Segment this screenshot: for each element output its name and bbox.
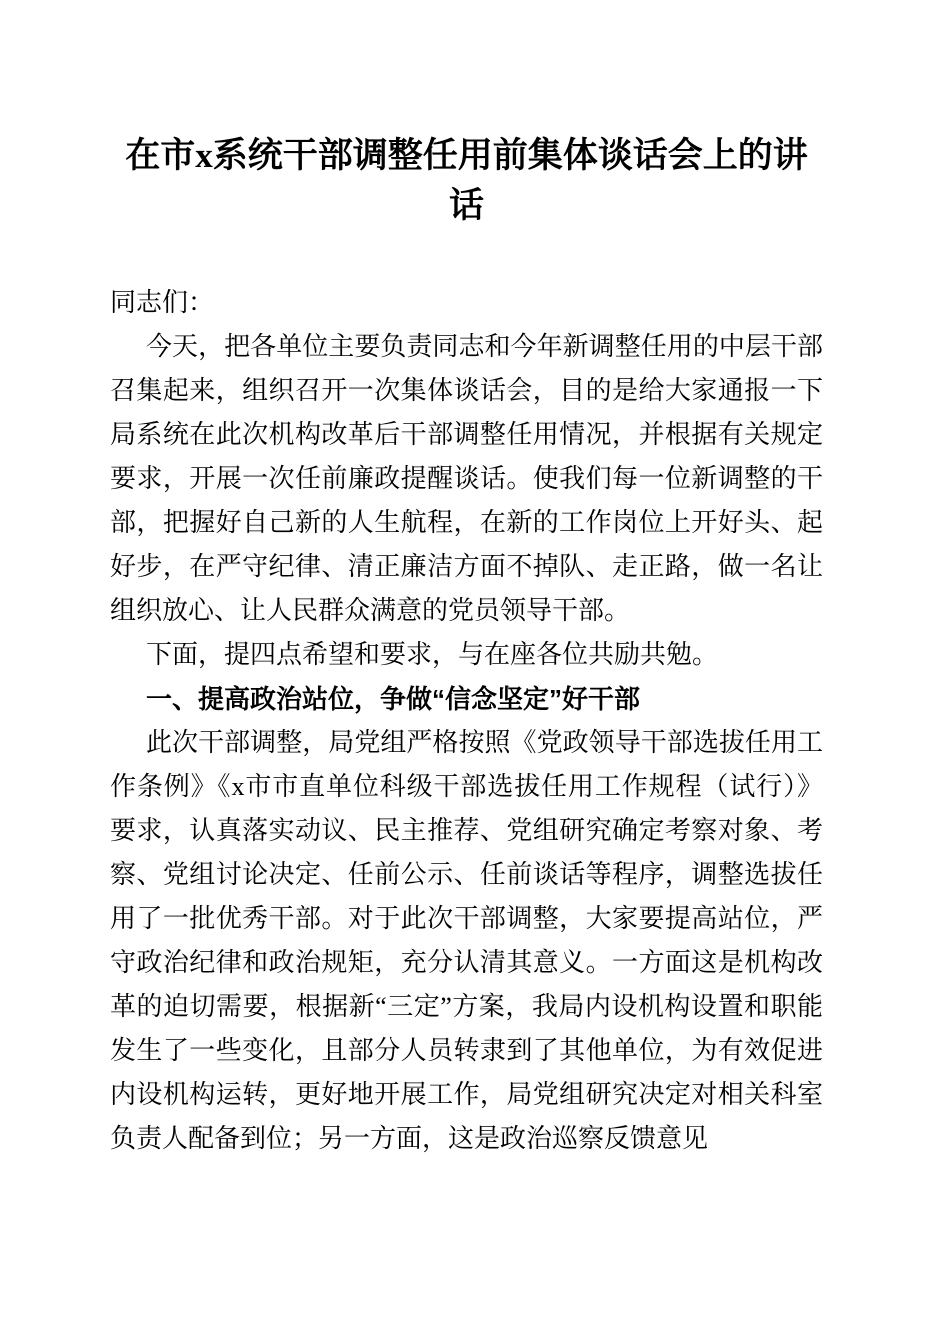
salutation: 同志们：	[110, 288, 215, 317]
document-title: 在市x系统干部调整任用前集体谈话会上的讲话	[125, 136, 808, 225]
content-column	[110, 0, 823, 1161]
document-body	[110, 281, 823, 1161]
section-heading: 一、提高政治站位，争做“信念坚定”好干部	[146, 684, 641, 714]
paragraph: 下面，提四点希望和要求，与在座各位共励共勉。	[146, 640, 719, 669]
paragraph: 今天，把各单位主要负责同志和今年新调整任用的中层干部召集起来，组织召开一次集体谈话会，目的是给大家通报一下局系统在此次机构改革后干部调整任用情况，并根据有关规定要求，开展一次任前廉政提醒谈话。使我们每一位新调整的干部，把握好自己新的人生航程，在新的工作岗位上开好头、起好步，在严守纪律、清正廉洁方面不掉队、走正路，做一名让组织放心、让人民群众满意的党员领导干部。	[110, 332, 823, 625]
paragraph: 此次干部调整，局党组严格按照《党政领导干部选拔任用工作条例》《x市市直单位科级干部选拔任用工作规程（试行）》要求，认真落实动议、民主推荐、党组研究确定考察对象、考察、党组讨论决定、任前公示、任前谈话等程序，调整选拔任用了一批优秀干部。对于此次干部调整，大家要提高站位，严守政治纪律和政治规矩，充分认清其意义。一方面这是机构改革的迫切需要，根据新“三定”方案，我局内设机构设置和职能发生了一些变化，且部分人员转隶到了其他单位，为有效促进内设机构运转，更好地开展工作，局党组研究决定对相关科室负责人配备到位；另一方面，这是政治巡察反馈意见	[110, 728, 823, 1153]
